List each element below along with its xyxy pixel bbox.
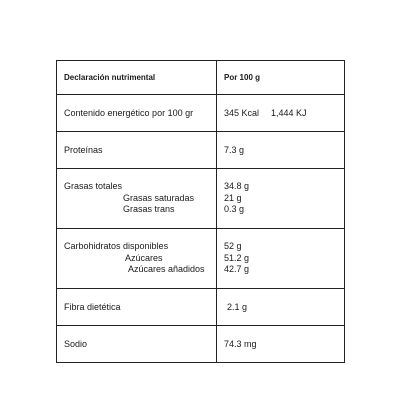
sugars-label: Azúcares bbox=[125, 252, 163, 263]
saturated-fat-label: Grasas saturadas bbox=[123, 192, 195, 203]
added-sugars-value: 42.7 g bbox=[224, 264, 250, 275]
fat-value-cell bbox=[217, 169, 345, 229]
energy-label: Contenido energético por 100 gr bbox=[57, 95, 217, 132]
carbs-label: Carbohidratos disponibles bbox=[64, 241, 169, 252]
sodium-row bbox=[57, 326, 345, 363]
fiber-row bbox=[57, 289, 345, 326]
nutrition-facts-table bbox=[56, 60, 345, 363]
protein-row bbox=[57, 132, 345, 169]
header-row bbox=[57, 61, 345, 95]
carbs-value: 52 g bbox=[224, 241, 242, 252]
protein-label: Proteínas bbox=[57, 132, 217, 169]
header-value: Por 100 g bbox=[217, 61, 345, 95]
fiber-value-cell bbox=[217, 289, 345, 326]
added-sugars-label: Azúcares añadidos bbox=[128, 264, 205, 275]
energy-value-cell bbox=[217, 95, 345, 132]
fat-value: 34.8 g bbox=[224, 181, 250, 192]
fiber-label: Fibra dietética bbox=[57, 289, 217, 326]
trans-fat-value: 0.3 g bbox=[224, 204, 245, 215]
energy-kcal: 345 Kcal bbox=[224, 108, 260, 118]
fat-row bbox=[57, 169, 345, 229]
saturated-fat-value: 21 g bbox=[224, 192, 242, 203]
energy-kj: 1,444 KJ bbox=[271, 108, 307, 118]
fat-label: Grasas totales bbox=[64, 181, 123, 192]
energy-row bbox=[57, 95, 345, 132]
carbs-label-cell bbox=[57, 229, 217, 289]
carbs-row bbox=[57, 229, 345, 289]
protein-value: 7.3 g bbox=[217, 132, 345, 169]
carbs-value-cell bbox=[217, 229, 345, 289]
sodium-value: 74.3 mg bbox=[217, 326, 345, 363]
header-label: Declaración nutrimental bbox=[57, 61, 217, 95]
trans-fat-label: Grasas trans bbox=[123, 204, 175, 215]
fiber-value: 2.1 g bbox=[227, 302, 248, 312]
fat-label-cell bbox=[57, 169, 217, 229]
sodium-label: Sodio bbox=[57, 326, 217, 363]
sugars-value: 51.2 g bbox=[224, 252, 250, 263]
